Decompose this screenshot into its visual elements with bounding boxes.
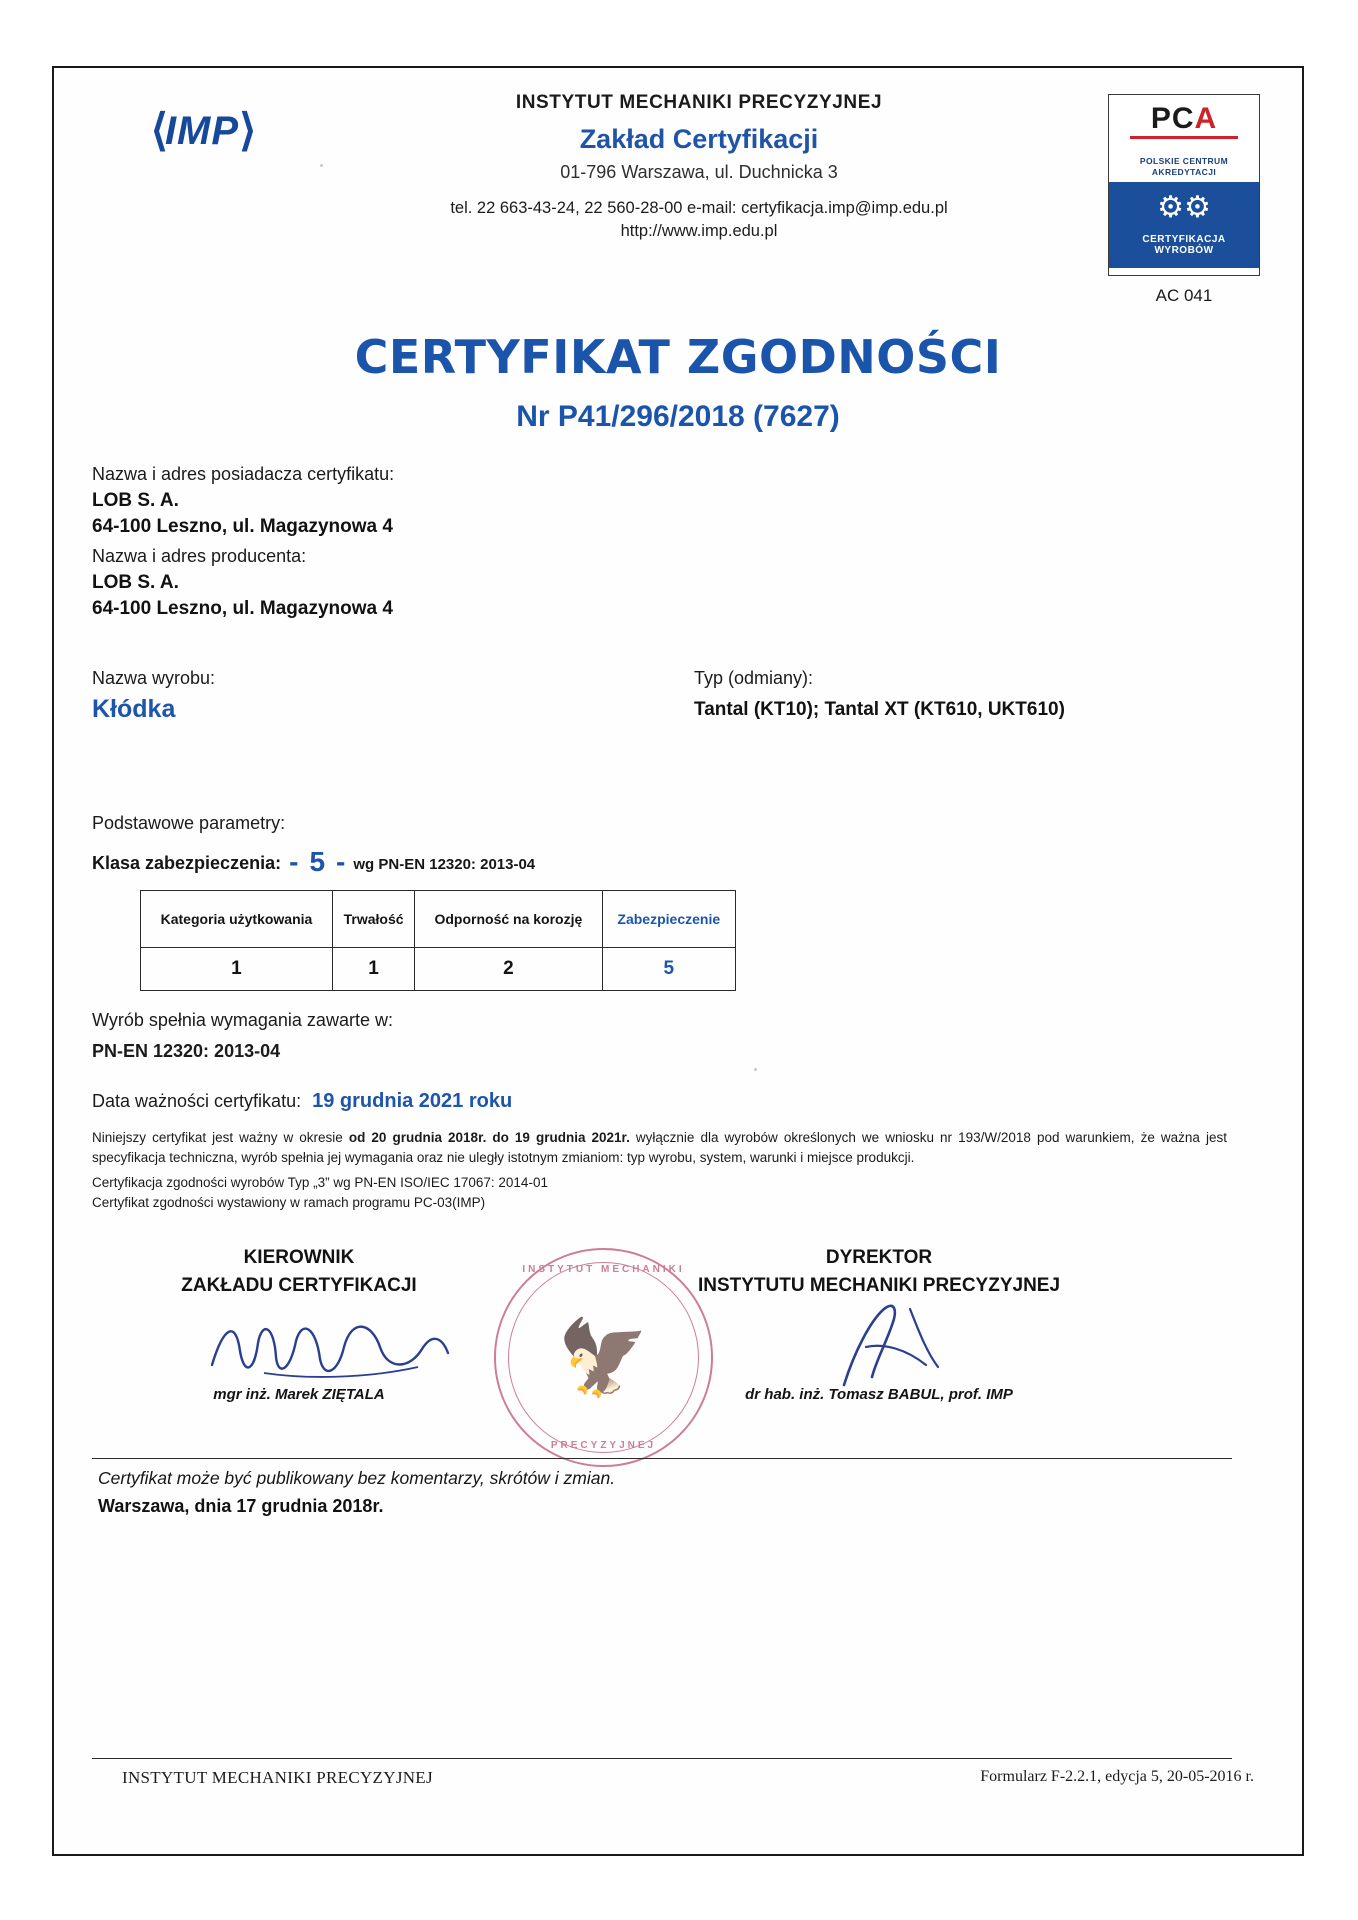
holder-name: LOB S. A. (92, 490, 179, 511)
producer-address: 64-100 Leszno, ul. Magazynowa 4 (92, 598, 393, 619)
eagle-icon: 🦅 (557, 1315, 650, 1399)
parameters-block (92, 813, 285, 839)
divider-above-footnotes (92, 1458, 1232, 1459)
scan-speck (754, 1068, 757, 1071)
header-block (304, 92, 1094, 241)
footer-right: Formularz F-2.2.1, edycja 5, 20-05-2016 r. (980, 1768, 1254, 1785)
institute-address: 01-796 Warszawa, ul. Duchnicka 3 (560, 162, 838, 182)
requirements-label: Wyrób spełnia wymagania zawarte w: (92, 1010, 393, 1030)
signature-left-mark (204, 1313, 454, 1383)
fineprint-p1b: od 20 grudnia 2018r. do 19 grudnia 2021r. (348, 1130, 630, 1145)
signature-right-name: dr hab. inż. Tomasz BABUL, prof. IMP (745, 1386, 1013, 1403)
parameters-label: Podstawowe parametry: (92, 813, 286, 833)
requirements-block (92, 1010, 393, 1062)
col-trwalosc: Trwałość (332, 891, 414, 948)
validity-line (92, 1090, 512, 1113)
signature-left-name: mgr inż. Marek ZIĘTALA (213, 1386, 385, 1403)
publication-note: Certyfikat może być publikowany bez komentarzy, skrótów i zmian. (98, 1468, 616, 1488)
product-type-label: Typ (odmiany): (694, 668, 814, 688)
product-name-value: Kłódka (92, 695, 176, 723)
pca-subtitle-line1: POLSKIE CENTRUM (1139, 156, 1229, 166)
signature-left-title-line2: ZAKŁADU CERTYFIKACJI (181, 1274, 417, 1296)
signature-right-title-line2: INSTYTUTU MECHANIKI PRECYZYJNEJ (697, 1274, 1061, 1296)
signature-right-mark (814, 1303, 974, 1388)
pca-cert-line1: CERTYFIKACJA (1142, 234, 1226, 246)
logo-wordmark: IMP (164, 109, 240, 153)
official-stamp (494, 1248, 713, 1467)
security-class-dash-right: - (336, 846, 346, 877)
pca-cert-text (1109, 234, 1259, 260)
footer-left: INSTYTUT MECHANIKI PRECYZYJNEJ (122, 1768, 433, 1787)
contact-website: http://www.imp.edu.pl (620, 222, 778, 240)
signature-left-title (124, 1244, 474, 1299)
scan-speck (320, 164, 323, 167)
divider-above-footer (92, 1758, 1232, 1759)
certificate-number: Nr P41/296/2018 (7627) (516, 400, 840, 433)
security-class-line (92, 846, 535, 878)
cell-kategoria-uzytkowania: 1 (141, 948, 333, 991)
product-name-label: Nazwa wyrobu: (92, 668, 216, 688)
institute-name: INSTYTUT MECHANIKI PRECYZYJNEJ (515, 92, 883, 113)
department-name: Zakład Certyfikacji (579, 124, 819, 154)
stamp-top-text: INSTYTUT MECHANIKI (522, 1264, 685, 1275)
pca-wordmark-area (1109, 95, 1259, 153)
logo-bracket-right: ⟩ (239, 106, 254, 155)
place-and-date: Warszawa, dnia 17 grudnia 2018r. (98, 1496, 384, 1516)
contact-phone-email: tel. 22 663-43-24, 22 560-28-00 e-mail: certyfikacja.imp@imp.edu.pl (450, 199, 948, 217)
product-type-value: Tantal (KT10); Tantal XT (KT610, UKT610) (694, 699, 1065, 720)
fineprint-paragraph-1 (92, 1128, 1227, 1167)
validity-label: Data ważności certyfikatu: (92, 1091, 302, 1111)
table-header-row (141, 891, 736, 948)
fineprint-p1c: wyłącznie dla wyrobów określonych we wniosku nr 193/W/2018 pod warunkiem, że ważna jest specyfikacja techniczna, wyrób spełnia jej wymagania oraz nie uległy istotnym zmianiom: typ wyrobu, system, warunki i miejsce produkcji. (92, 1130, 1227, 1165)
holder-address: 64-100 Leszno, ul. Magazynowa 4 (92, 516, 393, 537)
holder-block (92, 464, 394, 542)
validity-value: 19 grudnia 2021 roku (312, 1090, 513, 1112)
product-type-block (694, 668, 1144, 723)
holder-label: Nazwa i adres posiadacza certyfikatu: (92, 464, 395, 484)
security-class-standard: wg PN-EN 12320: 2013-04 (353, 856, 536, 873)
imp-logo (92, 96, 312, 166)
parameters-table (140, 890, 736, 991)
security-class-dash-left: - (289, 846, 299, 877)
cell-trwalosc: 1 (332, 948, 414, 991)
pca-subtitle-line2: AKREDYTACJI (1151, 166, 1217, 177)
stamp-bottom-text: PRECYZYJNEJ (550, 1440, 657, 1451)
cell-odpornosc-na-korozje: 2 (415, 948, 602, 991)
pca-underline (1130, 136, 1238, 139)
fineprint-p1a: Niniejszy certyfikat jest ważny w okresie (92, 1130, 349, 1145)
col-odpornosc-na-korozje: Odporność na korozję (415, 891, 602, 948)
producer-block (92, 546, 393, 624)
security-class-label: Klasa zabezpieczenia: (92, 853, 282, 873)
pca-subtitle (1109, 156, 1259, 177)
certificate-sheet (52, 66, 1304, 1856)
col-zabezpieczenie: Zabezpieczenie (602, 891, 735, 948)
producer-name: LOB S. A. (92, 572, 179, 593)
fineprint-block (92, 1128, 1227, 1212)
fineprint-paragraph-2: Certyfikacja zgodności wyrobów Typ „3” wg PN-EN ISO/IEC 17067: 2014-01 (92, 1175, 548, 1191)
requirements-value: PN-EN 12320: 2013-04 (92, 1041, 281, 1061)
pca-wordmark: PCA (1150, 102, 1218, 135)
signature-right-title-line1: DYREKTOR (825, 1247, 933, 1268)
signature-left-title-line1: KIEROWNIK (243, 1247, 355, 1268)
gears-icon: ⚙⚙ (1157, 191, 1211, 225)
pca-cert-line2: WYROBÓW (1154, 245, 1214, 257)
table-row (141, 948, 736, 991)
pca-blue-panel (1109, 182, 1259, 268)
logo-bracket-left: ⟨ (150, 106, 165, 155)
col-kategoria-uzytkowania: Kategoria użytkowania (141, 891, 333, 948)
page-title: CERTYFIKAT ZGODNOŚCI (354, 330, 1002, 384)
fineprint-paragraph-3: Certyfikat zgodności wystawiony w ramach programu PC-03(IMP) (92, 1194, 486, 1210)
pca-logo (1108, 94, 1260, 276)
accreditation-number: AC 041 (1155, 286, 1213, 305)
security-class-value: 5 (309, 846, 326, 877)
cell-zabezpieczenie: 5 (602, 948, 735, 991)
product-name-block (92, 668, 215, 724)
producer-label: Nazwa i adres producenta: (92, 546, 307, 566)
